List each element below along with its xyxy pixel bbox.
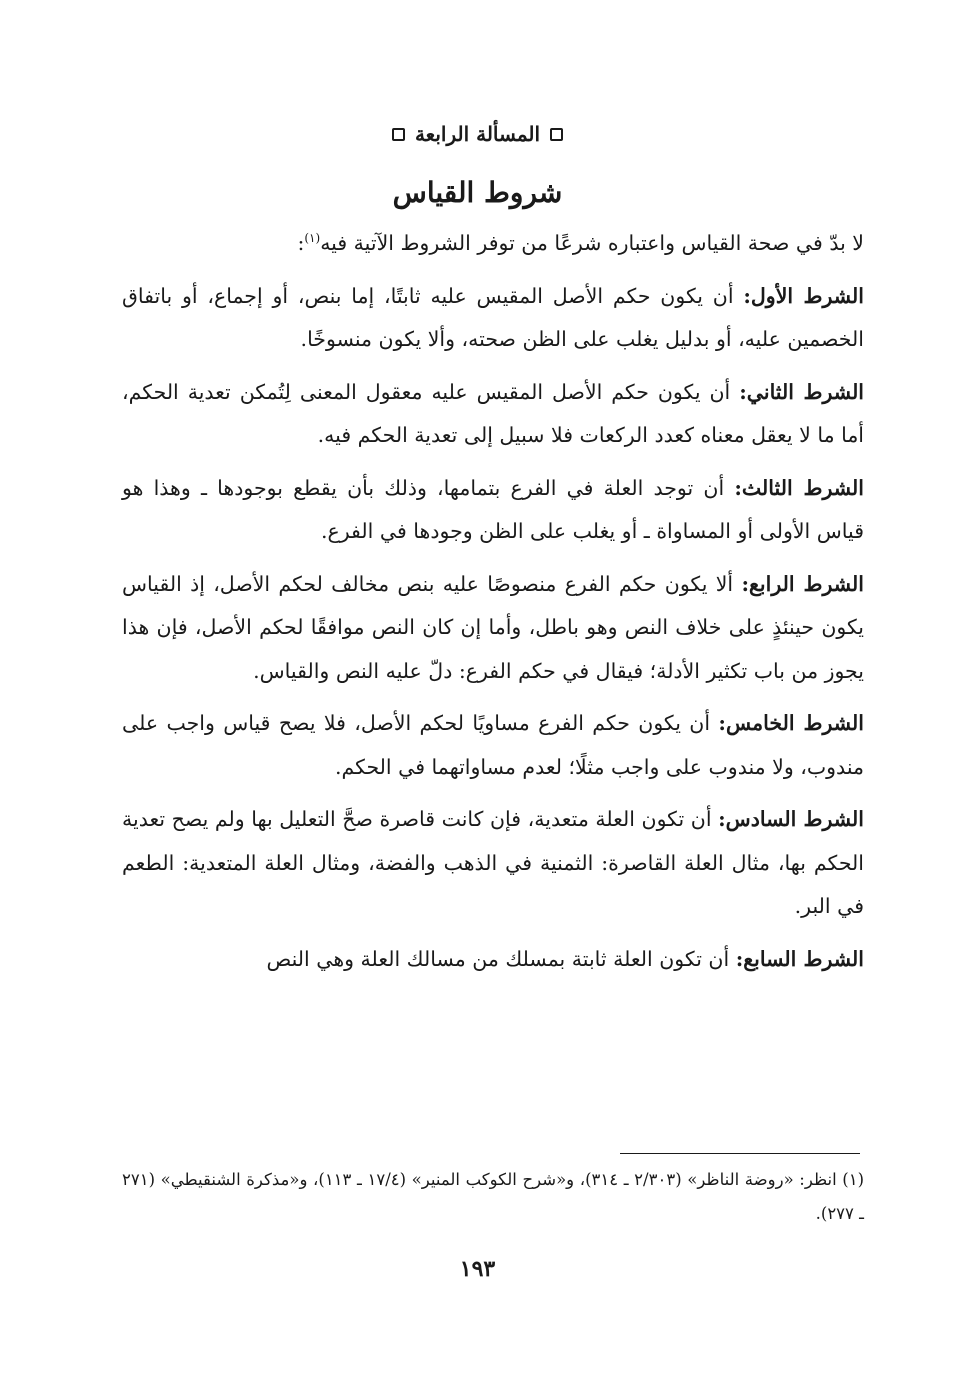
condition-text: أن تكون العلة ثابتة بمسلك من مسالك العلة وهي النص — [266, 946, 736, 971]
condition-label: الشرط الثالث: — [734, 475, 864, 500]
condition-text: أن يكون حكم الأصل المقيس عليه ثابتًا، إما بنص، أو إجماع، أو باتفاق الخصمين عليه، أو بدليل يغلب على الظن صحته، وألا يكون منسوخًا. — [122, 283, 864, 351]
condition-label: الشرط الخامس: — [718, 711, 864, 735]
condition-paragraph-6 — [122, 798, 864, 929]
section-title — [0, 122, 955, 146]
condition-label: الشرط الرابع: — [741, 571, 864, 596]
condition-paragraph-2 — [122, 371, 864, 458]
intro-text: لا بدّ في صحة القياس واعتباره شرعًا من توفر الشروط الآتية فيه — [320, 231, 864, 255]
footnotes — [122, 1163, 864, 1231]
condition-label: الشرط الثاني: — [739, 379, 865, 404]
condition-label: الشرط السابع: — [735, 946, 864, 971]
condition-text: أن يكون حكم الفرع مساويًا لحكم الأصل، فلا يصح قياس واجب على مندوب، ولا مندوب على واجب مثلًا؛ لعدم مساواتهما في الحكم. — [122, 711, 864, 779]
condition-text: أن توجد العلة في الفرع بتمامها، وذلك بأن يقطع بوجودها ـ وهذا هو قياس الأولى أو المساواة ـ أو يغلب على الظن وجودها في الفرع. — [122, 475, 864, 543]
condition-text: ألا يكون حكم الفرع منصوصًا عليه بنص مخالف لحكم الأصل، إذ القياس يكون حينئذٍ على خلاف النص وهو باطل، وأما إن كان النص موافقًا لحكم الأصل، فإن هذا يجوز من باب تكثير الأدلة؛ فيقال في حكم الفرع: دلّ عليه النص والقياس. — [122, 571, 864, 683]
intro-tail: : — [297, 231, 305, 255]
footnote-reference: (١) — [304, 231, 321, 246]
square-ornament-icon — [392, 128, 405, 141]
page-title: شروط القياس — [392, 176, 563, 209]
condition-text: أن يكون حكم الأصل المقيس عليه معقول المعنى لِتُمكن تعدية الحكم، أما ما لا يعقل معناه كعدد الركعات فلا سبيل إلى تعدية الحكم فيه. — [122, 379, 864, 447]
intro-paragraph — [122, 222, 864, 266]
footnote-divider — [620, 1153, 860, 1154]
condition-paragraph-7 — [122, 938, 864, 982]
section-title-text: المسألة الرابعة — [414, 122, 541, 146]
condition-label: الشرط السادس: — [718, 807, 864, 831]
body-text — [122, 222, 864, 990]
condition-paragraph-1 — [122, 275, 864, 362]
condition-paragraph-4 — [122, 563, 864, 694]
condition-paragraph-5 — [122, 702, 864, 789]
condition-text: أن تكون العلة متعدية، فإن كانت قاصرة صحَّ التعليل بها ولم يصح تعدية الحكم بها، مثال العلة القاصرة: الثمنية في الذهب والفضة، ومثال العلة المتعدية: الطعم في البر. — [122, 807, 864, 918]
square-ornament-icon — [550, 128, 563, 141]
condition-label: الشرط الأول: — [743, 283, 864, 308]
footnote: (١) انظر: «روضة الناظر» (٢/٣٠٣ ـ ٣١٤)، و«شرح الكوكب المنير» (١٧/٤ ـ ١١٣)، و«مذكرة الشنقيطي» (٢٧١ ـ ٢٧٧). — [122, 1170, 865, 1223]
page-number: ١٩٣ — [459, 1256, 496, 1282]
condition-paragraph-3 — [122, 467, 864, 554]
